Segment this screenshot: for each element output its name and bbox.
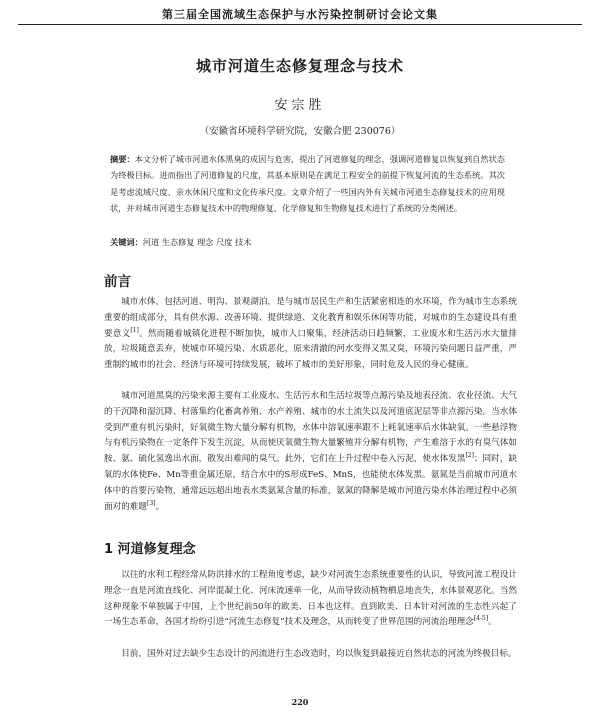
- running-header: 第三届全国流域生态保护与水污染控制研讨会论文集: [162, 8, 438, 21]
- abstract: [110, 151, 505, 217]
- paper-title: 城市河道生态修复理念与技术: [195, 57, 404, 75]
- citation: [4-5]: [473, 615, 489, 623]
- preface-paragraph-2: 城市河道黑臭的污染来源主要有工业废水、生活污水和生活垃圾等点源污染及地表径流、农业径流、大气的干沉降和湿沉降、村落集约化畜禽养殖、水产养殖、城市的水土流失以及河道底泥层等非点源污染。当水体受到严重有机污染时，好氧微生物大量分解有机物，水体中溶氧速率跟不上耗氧速率后水体缺氧。一些悬浮物与有机污染物在一定条件下发生沉淀，从而使厌氧微生物大量繁殖并分解有机物，产生难溶于水的有臭气体如胺、氨、硫化氢逸出水面，散发出难闻的臭气。此外，它们在上升过程中卷入污泥，使水体发黑[2]；同时，缺氧的水体使Fe、Mn等重金属还原，结合水中的S形成FeS、MnS，也能使水体发黑。氨氮是当前城市河道水体中的首要污染物，通常远远超出地表水类氨氮含量的标准，氨氮的降解是城市河道污染水体治理过程中必须面对的难题[3]。: [104, 391, 517, 512]
- section1-paragraph-2: 目前，国外对过去缺少生态设计的河流进行生态改造时，均以恢复到最接近自然状态的河流为终极目标。: [121, 649, 517, 659]
- citation: [2]: [465, 452, 474, 460]
- keywords: [110, 236, 505, 248]
- preface-paragraph-1: 城市水体，包括河道、明沟、景观湖泊，是与城市居民生产和生活紧密相连的水环境，作为城市生态系统重要的组成部分，具有供水源、改善环境、提供绿道、文化教育和娱乐休闲等功能，对城市的生态建设具有重要意义[1]。然而随着城镇化进程不断加快，城市人口聚集，经济活动日趋频繁，工业废水和生活污水大量排放，垃圾随意丢弃，使城市环境污染、水质恶化，原来清澈的河水变得又黑又臭，环境污染问题日益严重，严重制约城市的社会、经济与环境可持续发展，破坏了城市的美好形象，同时危及人民的身心健康。: [104, 297, 517, 371]
- abstract-text: 本文分析了城市河道水体黑臭的成因与危害，提出了河道修复的理念，强调河道修复以恢复到自然状态为终极目标。进而指出了河道修复的尺度，其基本原则是在满足工程安全的前提下恢复河流的生态系统。其次是考虑流域尺度、亲水休闲尺度和文化传承尺度。文章介绍了一些国内外有关城市河道生态修复技术的应用现状，并对城市河道生态修复技术中的物理修复、化学修复和生物修复技术进行了系统的分类阐述。: [110, 154, 505, 214]
- author-affiliation: （安徽省环境科学研究院，安徽合肥 230076）: [199, 126, 401, 137]
- author-name: 安宗胜: [274, 98, 326, 113]
- section-heading-preface: 前言: [104, 274, 131, 290]
- keywords-label: 关键词：: [110, 237, 143, 247]
- keywords-text: 河道 生态修复 理念 尺度 技术: [142, 237, 252, 247]
- header-rule: [18, 24, 582, 25]
- abstract-label: 摘要：: [110, 154, 135, 164]
- section-heading-1: 1 河道修复理念: [104, 542, 196, 557]
- section1-paragraph-1: 以往的水利工程经常从防洪排水的工程角度考虑，缺少对河流生态系统重要性的认识，导致河流工程设计理念一直是河流直线化、河岸混凝土化、河床流速单一化，从而导致动植物栖息地丧失，水体景观恶化。当然这种现象不单独属于中国，上个世纪前50年的欧美、日本也这样。直到欧美、日本针对河流的生态性兴起了一场生态革命，各国才纷纷引进“河流生态修复”技术及理念，从而转变了世界范围的河流治理理念[4-5]。: [104, 570, 517, 628]
- citation: [3]: [146, 499, 156, 507]
- citation: [1]: [130, 326, 139, 334]
- page-number: 220: [291, 697, 309, 707]
